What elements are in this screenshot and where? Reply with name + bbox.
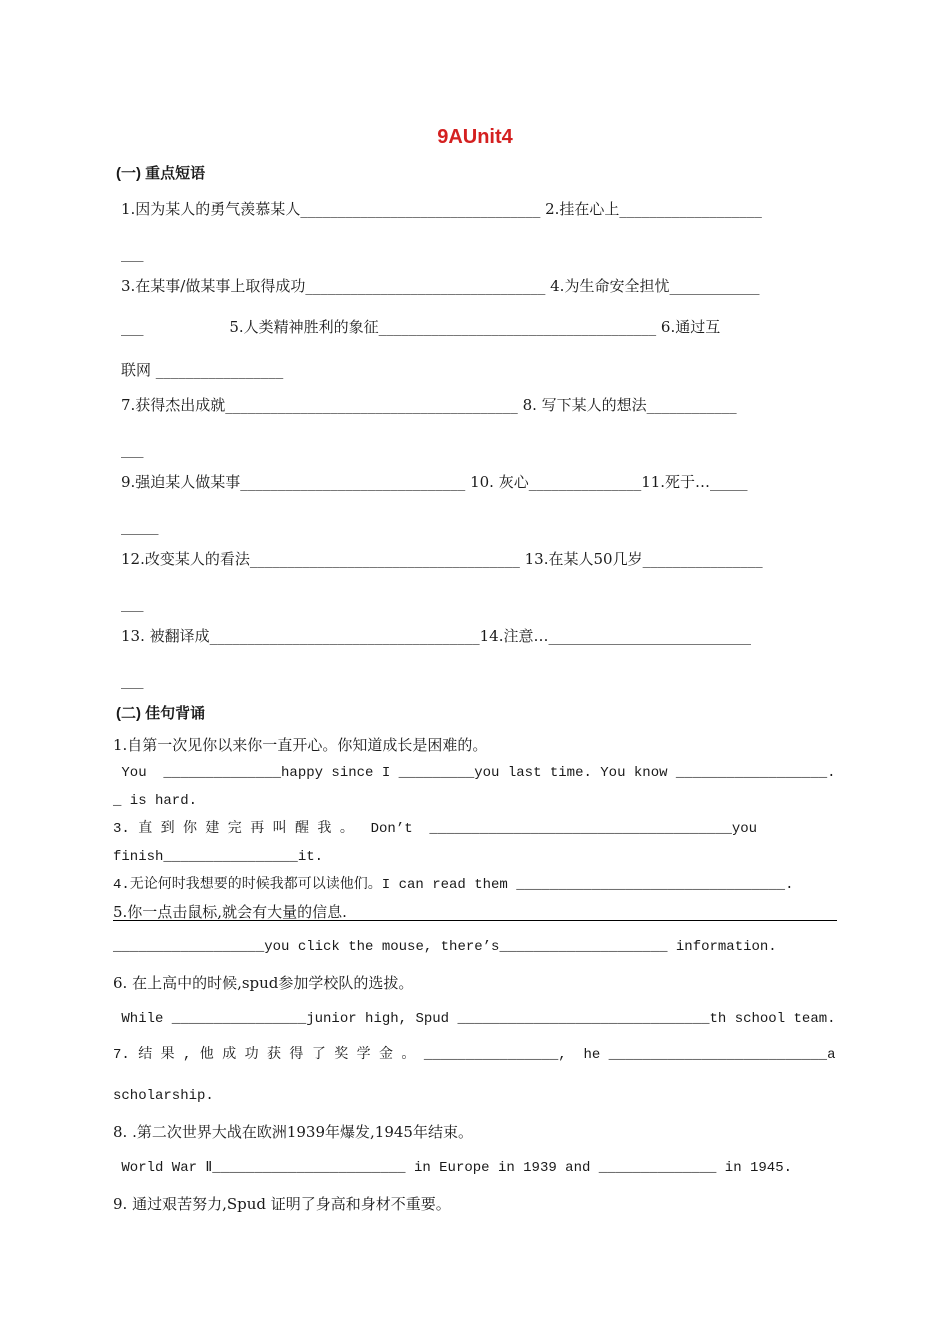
phrase-line: 9.强迫某人做某事______________________________ 10. 灰心_______________11.死于…_____ [121, 473, 748, 491]
sentence-line: _ is hard. [113, 793, 198, 809]
sentence-line: 1.自第一次见你以来你一直开心。你知道成长是困难的。 [113, 736, 488, 754]
phrase-line: ___ [121, 440, 144, 458]
phrase-line: 12.改变某人的看法____________________________________ 13.在某人50几岁________________ [121, 550, 763, 568]
phrase-line: ___ [121, 594, 144, 612]
sentence-line: 7. 结 果 , 他 成 功 获 得 了 奖 学 金 。 ________________, he __________________________a [113, 1047, 836, 1063]
sentence-line: 4.无论何时我想要的时候我都可以读他们。I can read them ________________________________. [113, 877, 794, 893]
sentence-line: 9. 通过艰苦努力,Spud 证明了身高和身材不重要。 [113, 1195, 451, 1213]
phrase-line: 联网 _________________ [121, 361, 284, 379]
section-2-heading: (二) 佳句背诵 [116, 705, 206, 722]
page-title: 9AUnit4 [437, 126, 513, 148]
sentence-line: World War Ⅱ_______________________ in Europe in 1939 and ______________ in 1945. [113, 1160, 792, 1176]
phrase-line: 1.因为某人的勇气羡慕某人________________________________ 2.挂在心上___________________ [121, 200, 762, 218]
sentence-line: scholarship. [113, 1088, 214, 1104]
sentence-line: You ______________happy since I _________you last time. You know __________________. [113, 765, 836, 781]
sentence-line: __________________you click the mouse, there’s____________________ information. [113, 939, 777, 955]
sentence-line: 5.你一点击鼠标,就会有大量的信息. [113, 903, 347, 921]
phrase-line: _____ [121, 517, 159, 535]
section-1-heading: (一) 重点短语 [116, 165, 206, 182]
phrase-line: 13. 被翻译成____________________________________14.注意…___________________________ [121, 627, 751, 645]
sentence-line: 6. 在上高中的时候,spud参加学校队的选拔。 [113, 974, 414, 992]
divider [113, 920, 837, 921]
phrase-line: 3.在某事/做某事上取得成功________________________________ 4.为生命安全担忧____________ [121, 277, 760, 295]
phrase-line: ___ [121, 671, 144, 689]
sentence-line: 8. .第二次世界大战在欧洲1939年爆发,1945年结束。 [113, 1123, 473, 1141]
phrase-line: ___ [121, 244, 144, 262]
sentence-line: While ________________junior high, Spud ______________________________th school team. [113, 1011, 836, 1027]
phrase-line: 7.获得杰出成就_______________________________________ 8. 写下某人的想法____________ [121, 396, 737, 414]
sentence-line: finish________________it. [113, 849, 324, 865]
phrase-line: ___ 5.人类精神胜利的象征_____________________________________ 6.通过互 [121, 318, 721, 336]
sentence-line: 3. 直 到 你 建 完 再 叫 醒 我 。 Don’t ____________________________________you [113, 821, 758, 837]
